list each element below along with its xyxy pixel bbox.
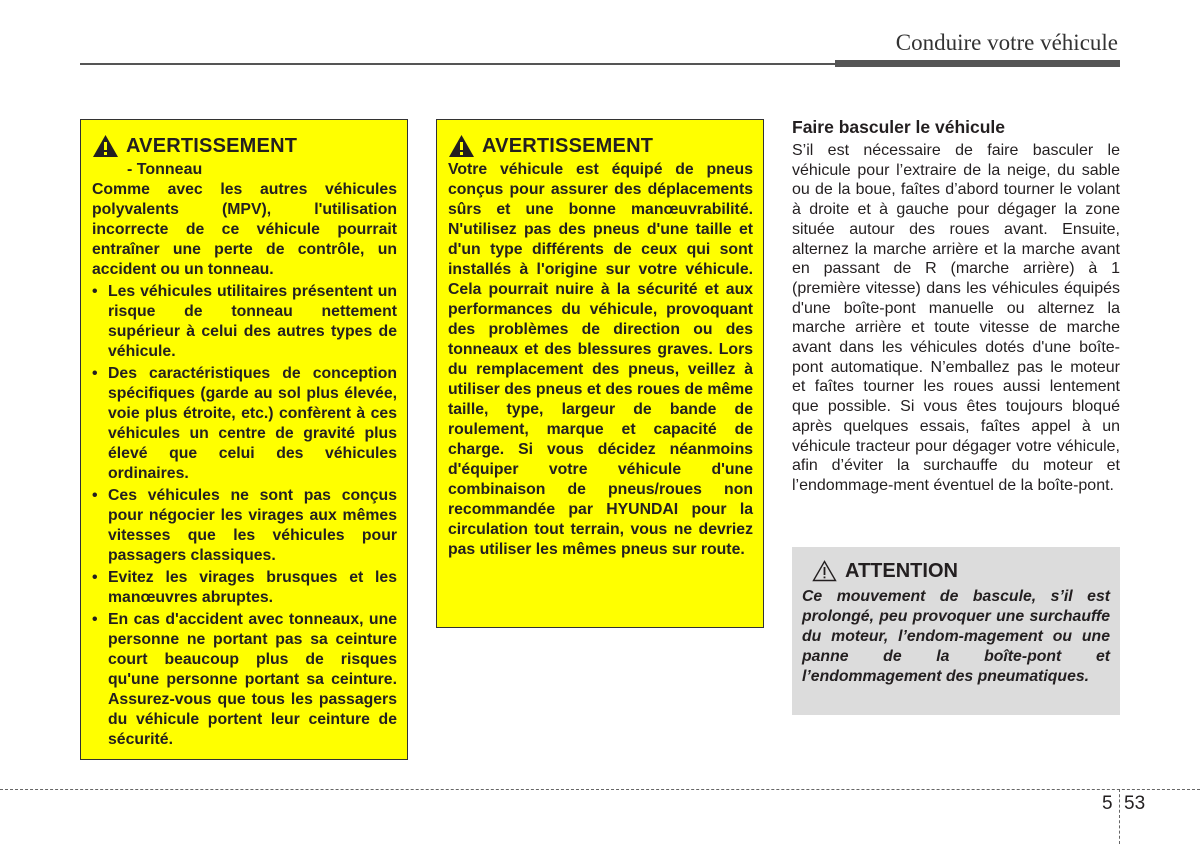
warning-title: AVERTISSEMENT [126,134,298,157]
footer-rule [0,789,1200,790]
header-rule-accent [835,60,1120,67]
warning-bullet: • En cas d'accident avec tonneaux, une personne ne portant pas sa ceinture court beaucoup plus de risques qu'une personne portant sa ceinture. Assurez-vous que tous les passagers du véhicule portent leur ceinture de sécurité. [92,610,397,750]
warning-bullet: • Des caractéristiques de conception spécifiques (garde au sol plus élevée, voie plus étroite, etc.) confèrent à ces véhicules un centre de gravité plus élevé que celui des véhicules ordinaires. [92,364,397,484]
warning-text: Votre véhicule est équipé de pneus conçus pour assurer des déplacements sûrs et une bonne manœuvrabilité. N'utilisez pas des pneus d'une taille et d'un type différents de ceux qui sont installés à l'origine sur votre véhicule. Cela pourrait nuire à la sécurité et aux performances du véhicule, provoquant des problèmes de direction ou des tonneaux et des blessures graves. Lors du remplacement des pneus, veillez à utiliser des pneus et des roues de même taille, type, largeur de bande de roulement, marque et capacité de charge. Si vous décidez néanmoins d'équiper votre véhicule d'une combinaison de pneus/roues non recommandée par HYUNDAI pour la circulation tout terrain, vous ne devriez pas utiliser les mêmes pneus sur route. [448,161,753,558]
section-heading: Faire basculer le véhicule [792,117,1006,137]
warning-bullet: • Ces véhicules ne sont pas conçus pour négocier les virages aux mêmes vitesses que les véhicules pour passagers classiques. [92,486,397,566]
warning-intro: Comme avec les autres véhicules polyvalents (MPV), l'utilisation incorrecte de ce véhicule pourrait entraîner une perte de contrôle, un accident ou un tonneau. [92,181,397,278]
page-header-title: Conduire votre véhicule [895,30,1118,55]
attention-box [792,547,1120,715]
warning-subtitle: - Tonneau [127,161,203,178]
warning-bullet: • Evitez les virages brusques et les manœuvres abruptes. [92,568,397,608]
warning-triangle-icon [448,134,475,158]
section-body: S’il est nécessaire de faire basculer le véhicule pour l’extraire de la neige, du sable ou de la boue, faîtes d’abord tourner le volant à droite et à gauche pour dégager la zone située autour des roues avant. Ensuite, alternez la marche arrière et la marche avant en passant de R (marche arrière) à 1 (première vitesse) dans les véhicules équipés d'une boîte-pont manuelle ou alternez la marche arrière et toute vitesse de marche avant dans les véhicules dotés d'une boîte-pont automatique. N’emballez pas le moteur et faîtes tourner les roues aussi lentement que possible. Si vous êtes toujours bloqué après quelques essais, faîtes appel à un véhicule tracteur pour dégager votre véhicule, afin d’éviter la surchauffe du moteur et l’endommage-ment éventuel de la boîte-pont. [792,142,1120,494]
warning-bullet-list [92,282,397,750]
footer-divider [1119,789,1120,844]
warning-bullet: • Les véhicules utilitaires présentent un risque de tonneau nettement supérieur à celui des autres types de véhicule. [92,282,397,362]
caution-triangle-icon [812,560,837,582]
rocking-vehicle-section [792,117,1120,496]
attention-text: Ce mouvement de bascule, s’il est prolongé, peu provoquer une surchauffe du moteur, l’endom-magement ou une panne de la boîte-pont et l’endommagement des pneumatiques. [802,588,1110,685]
attention-title: ATTENTION [845,559,958,582]
chapter-number: 5 [1102,793,1113,814]
header-rule [80,63,835,65]
attention-header [812,557,1110,585]
warning-triangle-icon [92,134,119,158]
page-number: 53 [1124,793,1146,814]
warning-box-tires [436,119,764,628]
warning-box-rollover [80,119,408,760]
warning-box-header [448,132,753,160]
warning-box-header [92,132,397,160]
warning-title: AVERTISSEMENT [482,134,654,157]
